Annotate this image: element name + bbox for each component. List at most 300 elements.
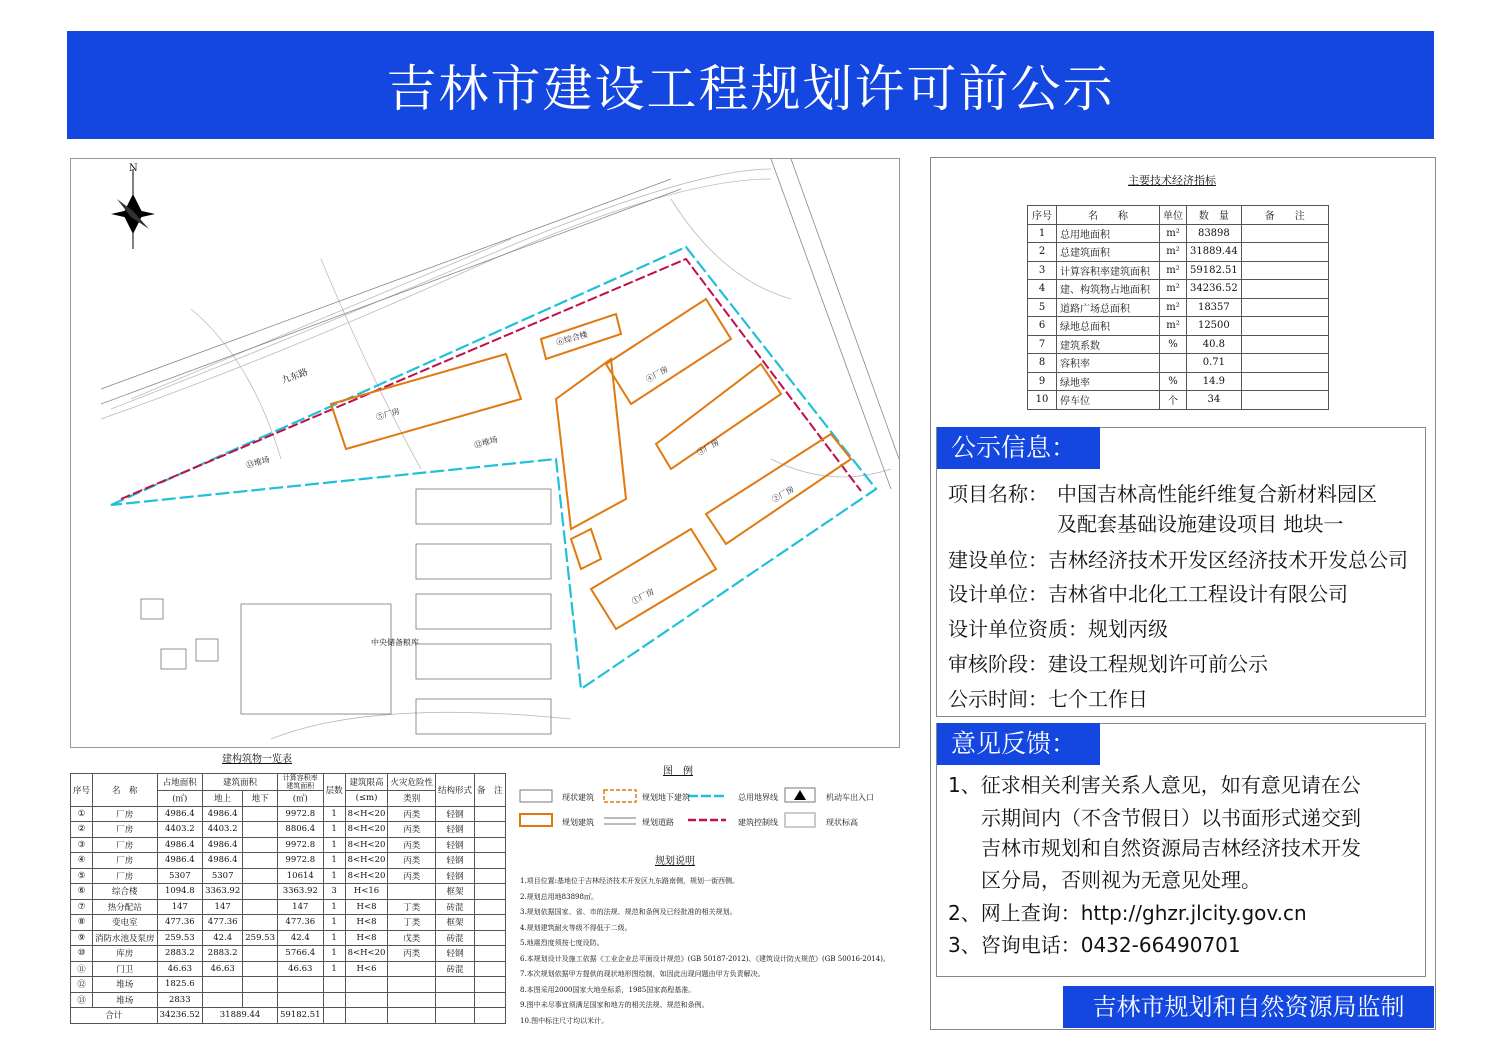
legend-existing-symbol [520,790,552,802]
table-cell: 轻钢 [435,806,474,822]
table-cell: 4403.2 [157,822,203,838]
table-cell: 2833 [157,992,203,1008]
table-cell: ② [71,822,93,838]
table-cell: 综合楼 [93,884,158,900]
table-cell: ④ [71,853,93,869]
table-cell: 1 [323,930,345,946]
table-cell [203,977,243,993]
table-cell [203,992,243,1008]
table-row [71,853,506,869]
table-cell [435,1008,474,1024]
table-cell [345,977,388,993]
tech-row [1028,224,1329,243]
table-row [71,822,506,838]
table-cell [475,884,506,900]
tech-row [1028,391,1329,410]
building-label-1: ①厂房 [630,586,656,607]
tech-cell: % [1160,372,1187,391]
table-cell [475,853,506,869]
table-cell: 5766.4 [278,946,324,962]
table-cell: 1 [323,961,345,977]
table-cell [243,961,278,977]
table-row [71,806,506,822]
table-cell [345,1008,388,1024]
table-cell: 轻钢 [435,853,474,869]
tech-cell [1241,261,1328,280]
table-subheader: 类别 [388,791,436,807]
table-cell: 3363.92 [278,884,324,900]
building-label-2: ②厂房 [770,484,796,505]
project-label: 项目名称： [948,482,1048,506]
table-cell: 框架 [435,915,474,931]
table-cell: 厂房 [93,837,158,853]
table-subheader: (≤m) [345,791,388,807]
legend-label: 规划道路 [642,818,674,827]
table-row [71,884,506,900]
table-cell [278,977,324,993]
legend-label: 规划建筑 [562,818,594,827]
table-header: 建筑限高 [345,774,388,791]
table-subheader: 地下 [243,791,278,807]
table-cell: H<8 [345,930,388,946]
table-cell: 9972.8 [278,853,324,869]
building-label-12: ⑫堆场 [473,434,499,451]
tech-cell: 12500 [1187,317,1242,336]
tech-cell: 总建筑面积 [1057,243,1160,262]
table-row [71,837,506,853]
public-info-heading: 公示信息： [937,427,1100,469]
tech-row [1028,243,1329,262]
building-table [70,773,506,1024]
table-cell: ⑬ [71,992,93,1008]
tech-cell: 7 [1028,335,1057,354]
table-cell: 5307 [203,868,243,884]
building-label-3: ③厂房 [695,437,721,458]
feedback-heading: 意见反馈： [937,723,1100,765]
legend-label: 现状建筑 [562,793,594,802]
table-cell: 砖混 [435,899,474,915]
table-cell [475,868,506,884]
table-cell: 4986.4 [203,837,243,853]
table-cell [435,977,474,993]
tech-header: 备 注 [1241,206,1328,225]
table-cell: 259.53 [157,930,203,946]
table-cell [243,884,278,900]
tech-row [1028,298,1329,317]
table-cell: 59182.51 [278,1008,324,1024]
table-cell: 4986.4 [203,853,243,869]
table-cell: 轻钢 [435,868,474,884]
note-item: 2.规划总用地83898㎡。 [520,892,598,901]
tech-row [1028,317,1329,336]
note-item: 10.图中标注尺寸均以米计。 [520,1016,609,1025]
tech-cell [1241,243,1328,262]
table-cell: 丁类 [388,899,436,915]
legend-elevation-box [785,813,815,827]
table-cell: 1 [323,946,345,962]
tech-cell: m² [1160,261,1187,280]
table-cell: 8<H<20 [345,822,388,838]
contour-lines [101,169,891,739]
tech-header: 名 称 [1057,206,1160,225]
note-item: 9.图中未尽事宜须满足国家和地方的相关法规、规范和条例。 [520,1001,709,1009]
tech-cell: 10 [1028,391,1057,410]
legend [512,778,892,830]
tech-cell: % [1160,335,1187,354]
tech-cell: 总用地面积 [1057,224,1160,243]
table-cell: 堆场 [93,992,158,1008]
table-cell: H<8 [345,915,388,931]
table-cell: 砖混 [435,930,474,946]
table-cell: 46.63 [157,961,203,977]
table-cell: 8<H<20 [345,806,388,822]
table-cell [278,992,324,1008]
table-cell [388,977,436,993]
tech-cell: 9 [1028,372,1057,391]
table-cell: 8<H<20 [345,853,388,869]
building-label-5: ⑤厂房 [375,406,401,423]
table-subheader: (㎡) [157,791,203,807]
table-cell: 34236.52 [157,1008,203,1024]
table-cell: 丙类 [388,946,436,962]
building-table-title: 建构筑物一览表 [222,754,292,765]
table-row [71,899,506,915]
table-cell: 1 [323,868,345,884]
table-cell: 消防水池及泵房 [93,930,158,946]
tech-cell: m² [1160,243,1187,262]
tech-row [1028,280,1329,299]
site-boundary [111,247,876,689]
table-cell: 厂房 [93,853,158,869]
table-row [71,915,506,931]
table-cell [475,992,506,1008]
table-header: 名 称 [93,774,158,807]
table-cell: ⑦ [71,899,93,915]
note-item: 6.本规划设计及施工依据《工业企业总平面设计规范》(GB 50187-2012)、《建筑设计防火规范》(GB 50016-2014)。 [520,954,890,963]
table-cell: 1 [323,822,345,838]
tech-cell: 8 [1028,354,1057,373]
tech-header: 单位 [1160,206,1187,225]
table-cell: 合计 [71,1008,158,1024]
north-label: N [129,163,138,174]
tech-cell: 容积率 [1057,354,1160,373]
footer-supervisor: 吉林市规划和自然资源局监制 [1063,986,1434,1028]
tech-cell: 建筑系数 [1057,335,1160,354]
legend-planned-symbol [520,814,552,826]
table-cell: 8<H<20 [345,837,388,853]
table-cell: 厂房 [93,868,158,884]
tech-cell: 5 [1028,298,1057,317]
table-cell: ⑩ [71,946,93,962]
table-row [71,961,506,977]
table-cell: 丙类 [388,822,436,838]
table-cell: 147 [278,899,324,915]
table-header: 火灾危险性 [388,774,436,791]
site-plan-drawing [71,159,899,747]
tech-cell: m² [1160,298,1187,317]
table-cell [475,977,506,993]
tech-cell: 4 [1028,280,1057,299]
table-subheader: (㎡) [278,791,324,807]
legend-label: 现状标高 [826,818,858,827]
note-item: 5.地震烈度须按七度设防。 [520,939,604,947]
feedback-item1-line3: 吉林市规划和自然资源局吉林经济技术开发 [981,836,1361,860]
tech-cell: 停车位 [1057,391,1160,410]
table-cell: 2883.2 [203,946,243,962]
triangle-icon [794,790,806,800]
table-cell: H<16 [345,884,388,900]
table-cell: 477.36 [278,915,324,931]
table-cell [345,992,388,1008]
table-cell: H<8 [345,899,388,915]
table-cell [388,1008,436,1024]
table-cell: 1 [323,915,345,931]
table-cell: 42.4 [278,930,324,946]
table-cell: 4403.2 [203,822,243,838]
tech-cell [1241,335,1328,354]
table-cell: ⑫ [71,977,93,993]
table-cell [243,992,278,1008]
table-cell: 31889.44 [203,1008,278,1024]
table-cell [475,806,506,822]
building-label-6: ⑥综合楼 [555,329,589,348]
tech-cell: 绿地率 [1057,372,1160,391]
table-cell: 变电室 [93,915,158,931]
building-table-body [71,806,506,1008]
legend-label: 建筑控制线 [738,818,778,827]
tech-cell: 绿地总面积 [1057,317,1160,336]
table-cell: 8<H<20 [345,868,388,884]
feedback-phone: 3、咨询电话：0432-66490701 [948,933,1241,957]
table-header: 层数 [323,774,345,807]
tech-cell [1241,372,1328,391]
table-row [71,992,506,1008]
tech-cell: m² [1160,317,1187,336]
table-cell: H<6 [345,961,388,977]
table-cell: 477.36 [203,915,243,931]
page-title: 吉林市建设工程规划许可前公示 [386,60,1115,118]
table-cell: 46.63 [278,961,324,977]
table-cell [243,899,278,915]
table-cell [388,992,436,1008]
qualification-info: 设计单位资质：规划丙级 [948,617,1168,641]
table-cell: 堆场 [93,977,158,993]
notes-title: 规划说明 [655,856,695,867]
table-cell: 4986.4 [157,837,203,853]
tech-table-body [1028,224,1329,409]
plan-notes [520,874,890,1029]
tech-cell: 34236.52 [1187,280,1242,299]
tech-cell: 2 [1028,243,1057,262]
tech-cell: 6 [1028,317,1057,336]
table-cell [475,946,506,962]
table-cell [243,915,278,931]
tech-cell: 计算容积率建筑面积 [1057,261,1160,280]
tech-cell: 个 [1160,391,1187,410]
table-cell [243,946,278,962]
table-cell: 42.4 [203,930,243,946]
table-cell [475,961,506,977]
tech-cell [1241,354,1328,373]
tech-cell [1241,317,1328,336]
tech-cell: 40.8 [1187,335,1242,354]
builder-info: 建设单位：吉林经济技术开发区经济技术开发总公司 [948,548,1408,572]
table-cell: 轻钢 [435,822,474,838]
designer-info: 设计单位：吉林省中北化工工程设计有限公司 [948,582,1348,606]
legend-underground-symbol [604,790,636,802]
tech-cell [1241,391,1328,410]
table-header-row [71,774,506,791]
note-item: 3.规划依据国家、省、市的法规、规范和条例及已经批准的相关规划。 [520,908,737,916]
tech-cell: m² [1160,280,1187,299]
table-cell [475,822,506,838]
tech-header: 数 量 [1187,206,1242,225]
building-label-13: ⑬堆场 [245,454,271,471]
table-cell: 1 [323,837,345,853]
table-cell [475,915,506,931]
tech-header: 序号 [1028,206,1057,225]
table-cell [475,837,506,853]
project-name-line1: 中国吉林高性能纤维复合新材料园区 [1057,482,1377,506]
table-subheader: 地上 [203,791,243,807]
tech-cell: 34 [1187,391,1242,410]
table-cell: 丙类 [388,806,436,822]
note-item: 4.规划建筑耐火等级不得低于二级。 [520,923,632,932]
table-cell: 2883.2 [157,946,203,962]
table-cell: 259.53 [243,930,278,946]
table-cell: 热分配站 [93,899,158,915]
legend-road-symbol [604,818,636,824]
tech-cell [1241,298,1328,317]
table-cell [388,961,436,977]
table-cell: 丙类 [388,868,436,884]
control-line [121,259,861,499]
tech-table-title: 主要技术经济指标 [1128,174,1216,187]
table-cell: 框架 [435,884,474,900]
table-cell: 8806.4 [278,822,324,838]
table-header: 序号 [71,774,93,807]
table-cell: 门卫 [93,961,158,977]
table-cell: 3 [323,884,345,900]
tech-row [1028,261,1329,280]
table-cell: ③ [71,837,93,853]
table-cell: 4986.4 [203,806,243,822]
north-arrow-icon [111,169,155,249]
table-cell: 147 [157,899,203,915]
table-cell: 10614 [278,868,324,884]
tech-cell: 14.9 [1187,372,1242,391]
table-cell: 3363.92 [203,884,243,900]
tech-table [1027,205,1329,410]
tech-cell [1160,354,1187,373]
table-cell: 戊类 [388,930,436,946]
table-cell: 1825.6 [157,977,203,993]
legend-label: 机动车出入口 [826,793,874,802]
note-item: 7.本次规划依据甲方提供的现状地形图绘制，如因此出现问题由甲方负责解决。 [520,970,765,978]
planned-buildings [331,299,851,629]
table-cell: 丙类 [388,837,436,853]
table-cell: 库房 [93,946,158,962]
table-cell: 8<H<20 [345,946,388,962]
table-cell [323,992,345,1008]
table-cell: 46.63 [203,961,243,977]
table-row [71,930,506,946]
table-cell: ⑧ [71,915,93,931]
table-cell: ⑪ [71,961,93,977]
header-banner [67,31,1434,139]
table-cell [243,868,278,884]
tech-row [1028,335,1329,354]
table-cell [388,884,436,900]
tech-cell: 31889.44 [1187,243,1242,262]
project-name-line2: 及配套基础设施建设项目 地块一 [1057,512,1344,536]
tech-cell [1241,224,1328,243]
table-cell [323,977,345,993]
site-plan [70,158,900,748]
roads [101,159,899,489]
table-cell: 轻钢 [435,946,474,962]
table-row [71,977,506,993]
table-cell: 4986.4 [157,853,203,869]
table-cell [243,806,278,822]
table-cell: 9972.8 [278,806,324,822]
tech-row [1028,372,1329,391]
table-row [71,868,506,884]
table-cell: 1094.8 [157,884,203,900]
tech-cell [1241,280,1328,299]
table-cell [475,930,506,946]
table-cell [243,977,278,993]
legend-label: 总用地界线 [738,793,778,802]
table-cell: 1 [323,853,345,869]
table-cell [243,822,278,838]
warehouse-label: 中央储备粮库 [371,638,419,647]
table-row [71,946,506,962]
stage-info: 审核阶段：建设工程规划许可前公示 [948,652,1268,676]
table-cell [243,837,278,853]
tech-cell: 59182.51 [1187,261,1242,280]
table-cell: 厂房 [93,806,158,822]
legend-title: 图 例 [663,766,693,777]
tech-cell: 18357 [1187,298,1242,317]
table-header: 计算容积率建筑面积 [278,774,324,791]
table-cell: 9972.8 [278,837,324,853]
table-cell: 轻钢 [435,837,474,853]
table-header: 结构形式 [435,774,474,807]
road-label: 九东路 [280,367,310,387]
table-cell: 1 [323,899,345,915]
table-cell: 147 [203,899,243,915]
existing-buildings [141,489,551,734]
legend-label: 规划地下建筑 [642,793,690,802]
table-cell [475,899,506,915]
table-cell [323,1008,345,1024]
table-cell [475,1008,506,1024]
table-header: 备 注 [475,774,506,807]
note-item: 8.本图采用2000国家大地坐标系，1985国家高程基准。 [520,985,696,994]
tech-cell: 1 [1028,224,1057,243]
table-cell: 丁类 [388,915,436,931]
tech-cell: 3 [1028,261,1057,280]
table-cell: ⑤ [71,868,93,884]
table-header: 占地面积 [157,774,203,791]
table-cell: 5307 [157,868,203,884]
table-cell: ⑥ [71,884,93,900]
table-cell: 4986.4 [157,806,203,822]
table-cell: ⑨ [71,930,93,946]
table-total-row [71,1008,506,1024]
tech-cell: 建、构筑物占地面积 [1057,280,1160,299]
